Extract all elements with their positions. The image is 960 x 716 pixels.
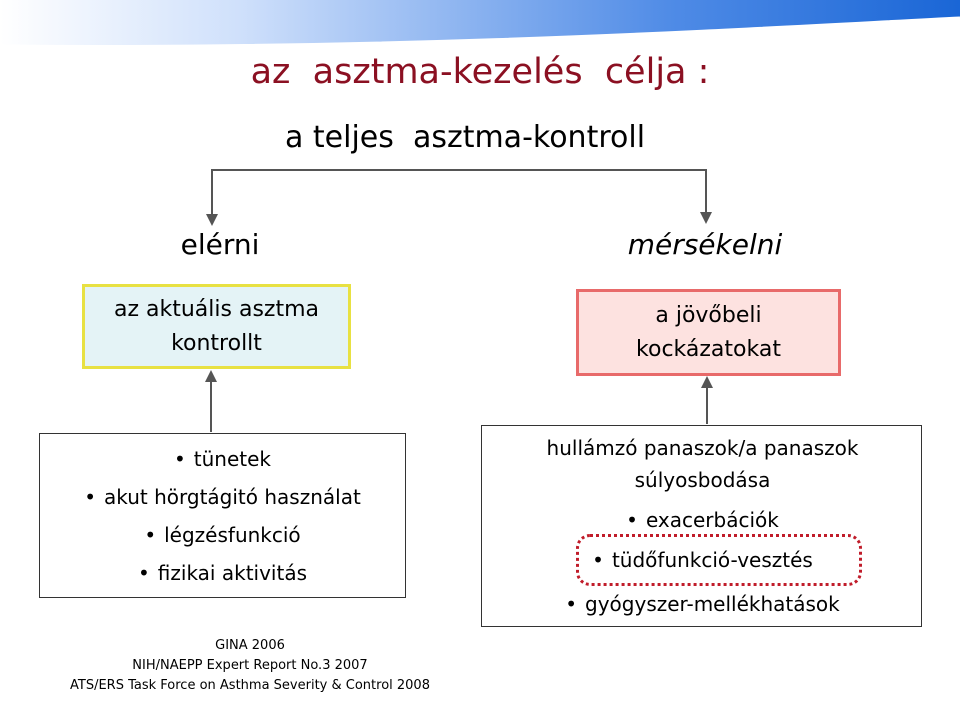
current-control-box bbox=[82, 284, 351, 369]
page-title: az asztma-kezelés célja : bbox=[250, 52, 710, 92]
arrow-down-right-icon bbox=[700, 212, 712, 224]
reference-line: ATS/ERS Task Force on Asthma Severity & Control 2008 bbox=[70, 678, 430, 693]
split-connector bbox=[212, 170, 706, 218]
bullet-icon: • bbox=[138, 560, 150, 585]
bullet-icon: • bbox=[144, 522, 157, 547]
heading-achieve: elérni bbox=[180, 228, 260, 261]
heading-reduce: mérsékelni bbox=[627, 228, 783, 261]
list-item: • fizikai aktivitás bbox=[138, 554, 307, 592]
list-item: • tünetek bbox=[174, 440, 271, 478]
bullet-icon: • bbox=[626, 508, 638, 532]
box-line: kockázatokat bbox=[636, 336, 781, 362]
box-line: az aktuális asztma bbox=[113, 296, 319, 322]
bullet-icon: • bbox=[84, 484, 96, 509]
list-item: • légzésfunkció bbox=[144, 516, 300, 554]
arrow-up-right-icon bbox=[701, 376, 713, 388]
bullet-icon: • bbox=[592, 548, 604, 572]
reference-line: GINA 2006 bbox=[215, 638, 285, 653]
reference-line: NIH/NAEPP Expert Report No.3 2007 bbox=[132, 658, 368, 673]
future-risk-box bbox=[576, 289, 841, 376]
arrow-up-left-icon bbox=[205, 370, 217, 382]
list-item: • exacerbációk bbox=[482, 504, 923, 536]
list-item: • gyógyszer-mellékhatások bbox=[482, 588, 923, 620]
arrow-down-left-icon bbox=[206, 214, 218, 226]
page-subtitle: a teljes asztma-kontroll bbox=[284, 120, 646, 155]
bullet-icon: • bbox=[173, 446, 186, 471]
control-criteria-list bbox=[39, 433, 406, 598]
list-item: • tüdőfunkció-vesztés bbox=[482, 544, 923, 576]
risk-list-header: hullámzó panaszok/a panaszok súlyosbodása bbox=[546, 436, 859, 492]
list-item: • akut hörgtágitó használat bbox=[84, 478, 361, 516]
references bbox=[60, 636, 440, 696]
risk-factors-list bbox=[481, 425, 922, 627]
bullet-icon: • bbox=[565, 592, 578, 616]
box-line: a jövőbeli bbox=[655, 302, 762, 328]
box-line: kontrollt bbox=[171, 330, 262, 356]
highlight-outline bbox=[576, 534, 862, 586]
